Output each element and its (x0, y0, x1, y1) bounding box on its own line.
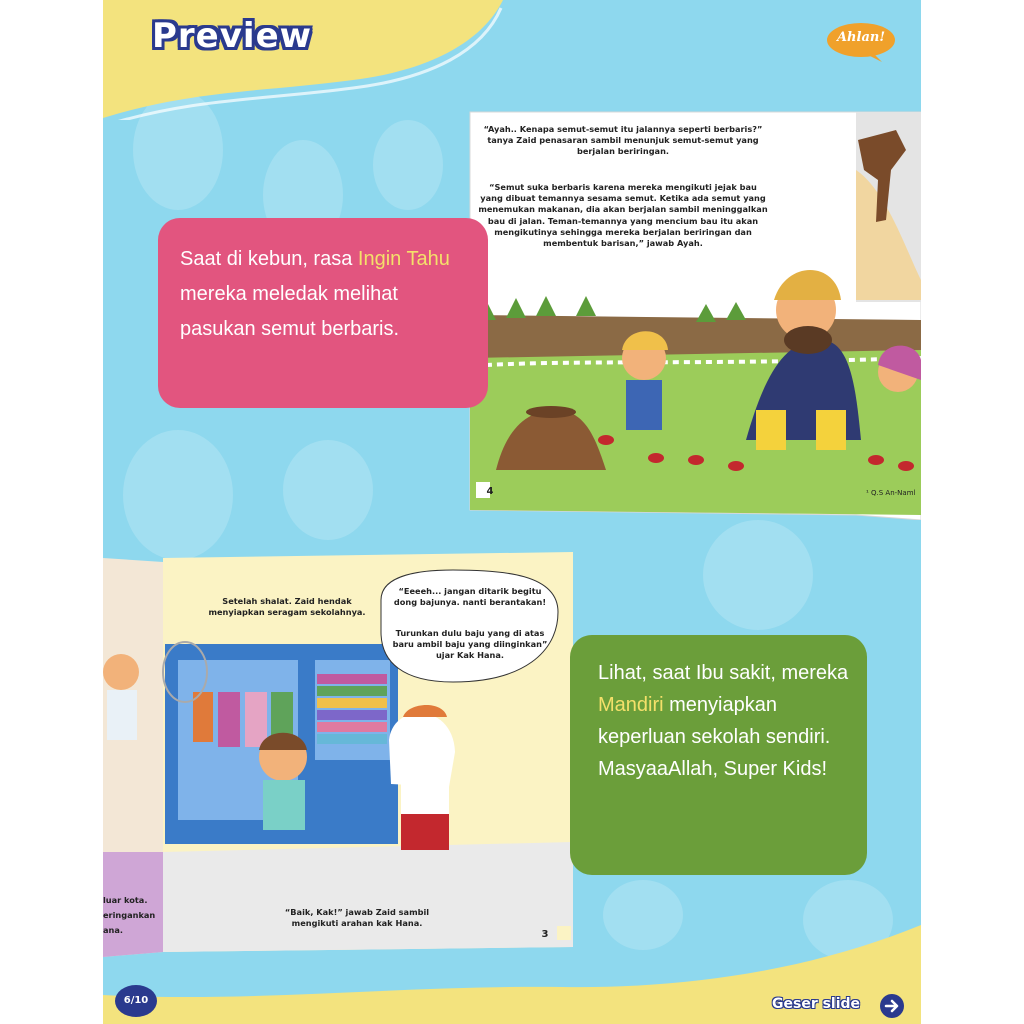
book-top-page-number: 4 (486, 486, 494, 497)
swipe-label[interactable]: Geser slide (772, 996, 861, 1012)
book-bottom-left-fragment-2: eringankan (103, 910, 156, 920)
book-top-paragraph-1: “Ayah.. Kenapa semut-semut itu jalannya seperti berbaris?” tanya Zaid penasaran sambil menunjuk semut-semut yang berjalan beriringan. (483, 124, 763, 157)
card-text-before: Saat di kebun, rasa (180, 248, 358, 270)
book-bottom-left-fragment-1: luar kota. (103, 895, 148, 905)
left-margin (0, 0, 103, 1024)
card-text-after: mereka meledak melihat pasukan semut berbaris. (180, 283, 400, 340)
bg-figure (123, 430, 233, 560)
book-bottom-narration-2: “Baik, Kak!” jawab Zaid sambil mengikuti arahan kak Hana. (284, 907, 430, 929)
card-highlight: Ingin Tahu (357, 248, 450, 270)
bg-figure (703, 520, 813, 630)
card-text-after: menyiapkan keperluan sekolah sendiri. MasyaaAllah, Super Kids! (598, 694, 831, 780)
book-top-paragraph-2: “Semut suka berbaris karena mereka mengikuti jejak bau yang dibuat temannya sesama semut. Ketika ada semut yang menemukan makanan, dia akan berjalan sambil meninggalkan bau di jalan. Teman-temannya yang mencium bau itu akan mengikutinya sehingga mereka berjalan beriringan dan membentuk barisan,” jawab Ayah. (478, 182, 768, 249)
page-indicator: 6/10 (115, 985, 157, 1017)
book-bottom-narration-1: Setelah shalat. Zaid hendak menyiapkan seragam sekolahnya. (208, 596, 366, 618)
book-bottom-page-number: 3 (541, 929, 549, 940)
book-bottom-bubble-2: Turunkan dulu baju yang di atas baru ambil baju yang diinginkan” ujar Kak Hana. (392, 628, 548, 661)
bg-figure (373, 120, 443, 210)
ahlan-badge-text: Ahlan! (836, 30, 886, 45)
right-margin (921, 0, 1024, 1024)
card-text-before: Lihat, saat Ibu sakit, mereka (598, 662, 849, 684)
book-top-illustration (466, 110, 921, 520)
info-card-independent-text (598, 657, 858, 785)
arrow-right-icon (880, 994, 904, 1018)
bg-figure (283, 440, 373, 540)
card-highlight: Mandiri (598, 694, 664, 716)
book-spread-top (466, 110, 921, 520)
book-top-footnote: ¹ Q.S An-Naml (866, 489, 916, 497)
next-slide-button[interactable] (880, 994, 904, 1018)
page-title: Preview (152, 16, 313, 56)
book-bottom-bubble-1: “Eeeeh... jangan ditarik begitu dong bajunya. nanti berantakan! (393, 586, 547, 608)
book-bottom-left-fragment-3: ana. (103, 925, 123, 935)
book-spread-bottom (103, 552, 573, 957)
info-card-curiosity-text (180, 242, 470, 347)
